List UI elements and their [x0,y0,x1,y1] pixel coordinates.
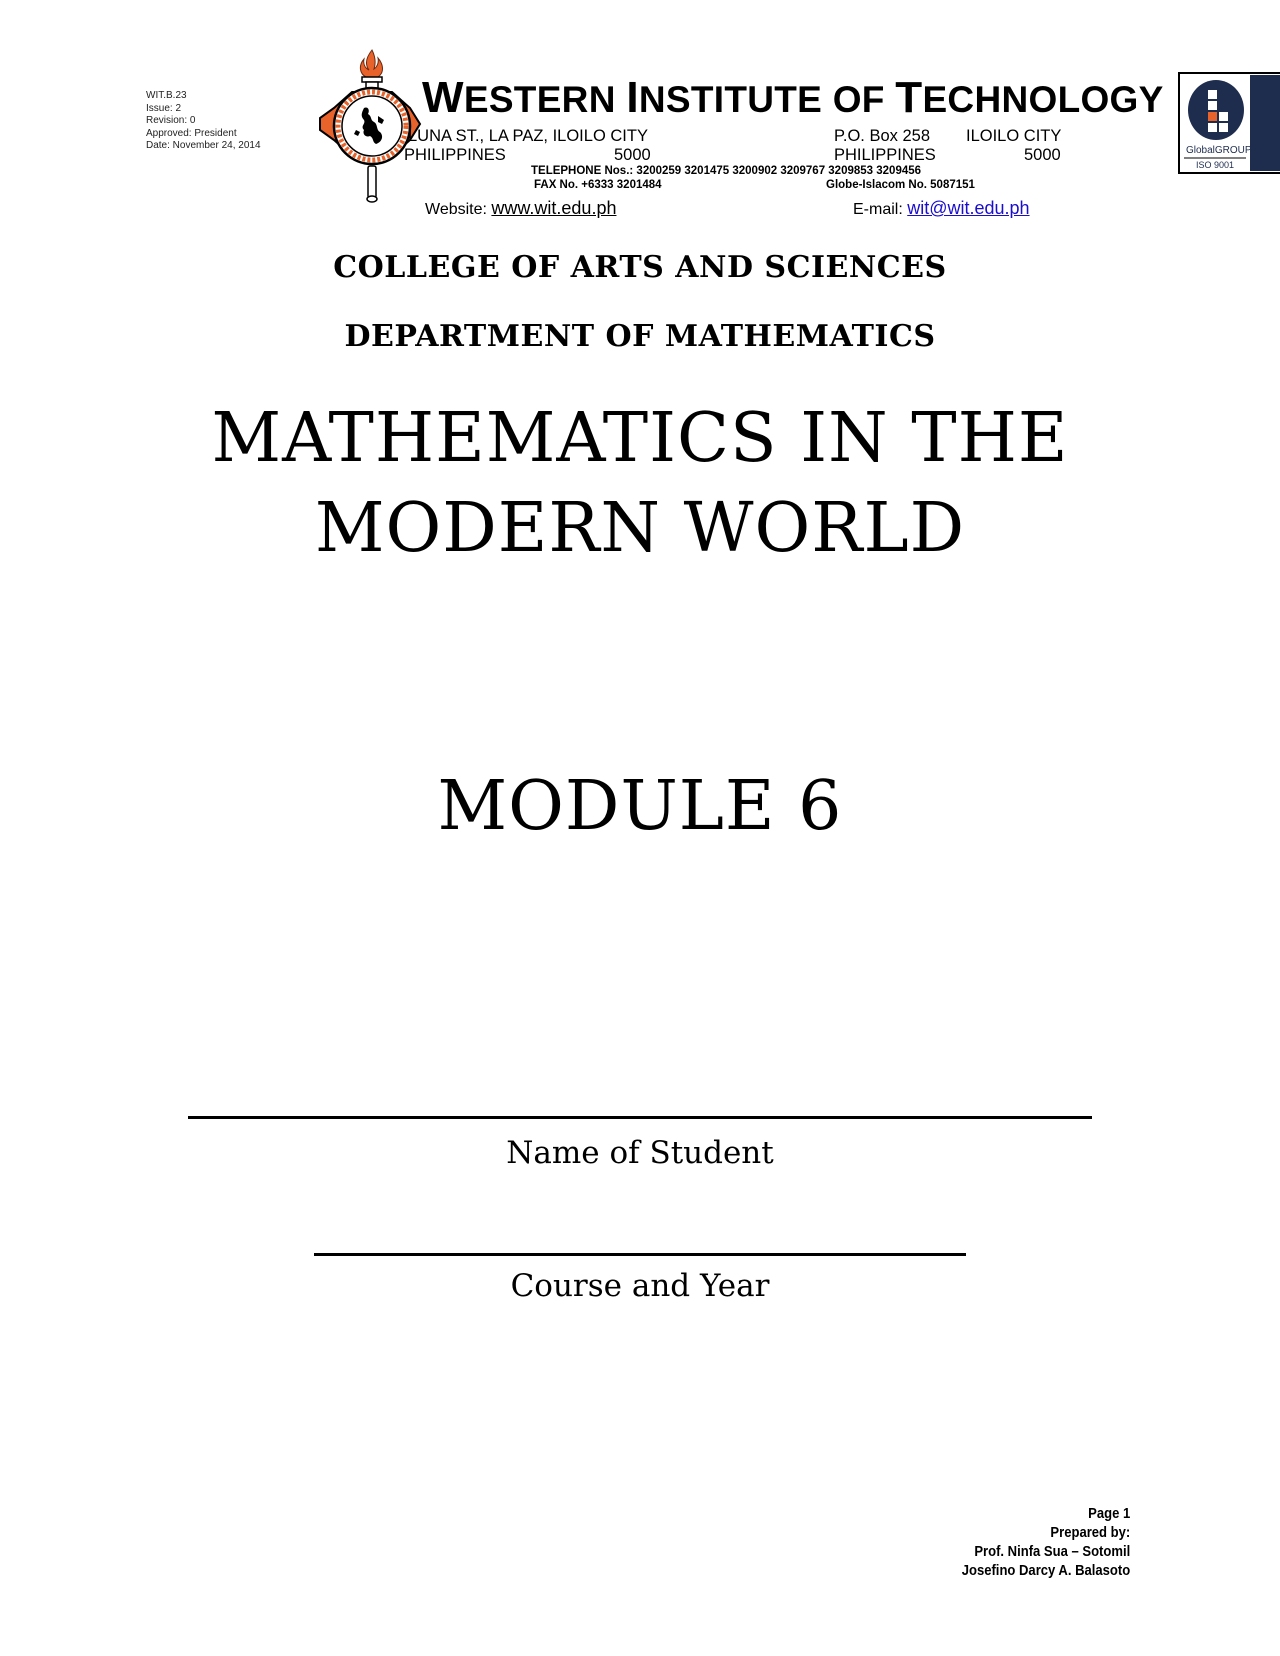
telephone-numbers: TELEPHONE Nos.: 3200259 3201475 3200902 3209767 3209853 3209456 [531,165,922,177]
school-name-initial-w: W [422,73,464,122]
doc-issue: Issue: 2 [146,102,182,114]
college-heading: COLLEGE OF ARTS AND SCIENCES [333,250,947,285]
prepared-by-label: Prepared by: [1050,1525,1130,1541]
school-name-part-3: ECHNOLOGY [922,79,1164,120]
address-street: LUNA ST., LA PAZ, ILOILO CITY [408,127,648,145]
course-year-line [314,1253,966,1256]
website-row [425,199,616,218]
website-label: Website: [425,201,492,218]
author-1: Prof. Ninfa Sua – Sotomil [974,1544,1130,1560]
student-name-line [188,1116,1092,1119]
author-2: Josefino Darcy A. Balasoto [961,1563,1130,1579]
student-name-label: Name of Student [506,1135,774,1171]
course-title-line-1: MATHEMATICS IN THE [211,399,1069,478]
course-title [0,394,1280,574]
page-number: Page 1 [1087,1506,1130,1522]
doc-revision: Revision: 0 [146,115,196,126]
website-link[interactable]: www.wit.edu.ph [491,198,617,218]
school-name-part-1: ESTERN [463,79,627,120]
prepared-by-block [962,1505,1130,1581]
school-name [422,73,1164,122]
po-box: P.O. Box 258 [834,127,931,145]
course-title-line-2: MODERN WORLD [314,489,966,568]
doc-date: Date: November 24, 2014 [146,140,261,151]
zip-left: 5000 [614,146,651,164]
email-link[interactable]: wit@wit.edu.ph [907,198,1030,218]
zip-right: 5000 [1024,146,1061,164]
fax-number: FAX No. +6333 3201484 [534,179,662,191]
iso-standard-text: ISO 9001 [1196,160,1235,170]
school-name-initial-i: I [626,73,639,122]
address-country-left: PHILIPPINES [404,146,506,164]
department-heading: DEPARTMENT OF MATHEMATICS [344,319,936,354]
school-name-initial-t: T [895,73,923,122]
email-row [853,199,1030,218]
iso-brand-text: GlobalGROUP [1186,145,1252,156]
module-number: MODULE 6 [437,767,843,846]
city-right: ILOILO CITY [966,127,1062,145]
doc-approved: Approved: President [146,127,237,139]
iso-certification-badge [1178,72,1280,174]
doc-code: WIT.B.23 [146,90,187,101]
school-seal-logo [312,46,428,204]
email-label: E-mail: [853,201,908,218]
course-year-label: Course and Year [510,1268,770,1304]
school-name-part-2: NSTITUTE OF [638,79,896,120]
globe-number: Globe-Islacom No. 5087151 [826,179,975,191]
address-country-right: PHILIPPINES [834,146,936,164]
document-control-block [146,90,261,153]
